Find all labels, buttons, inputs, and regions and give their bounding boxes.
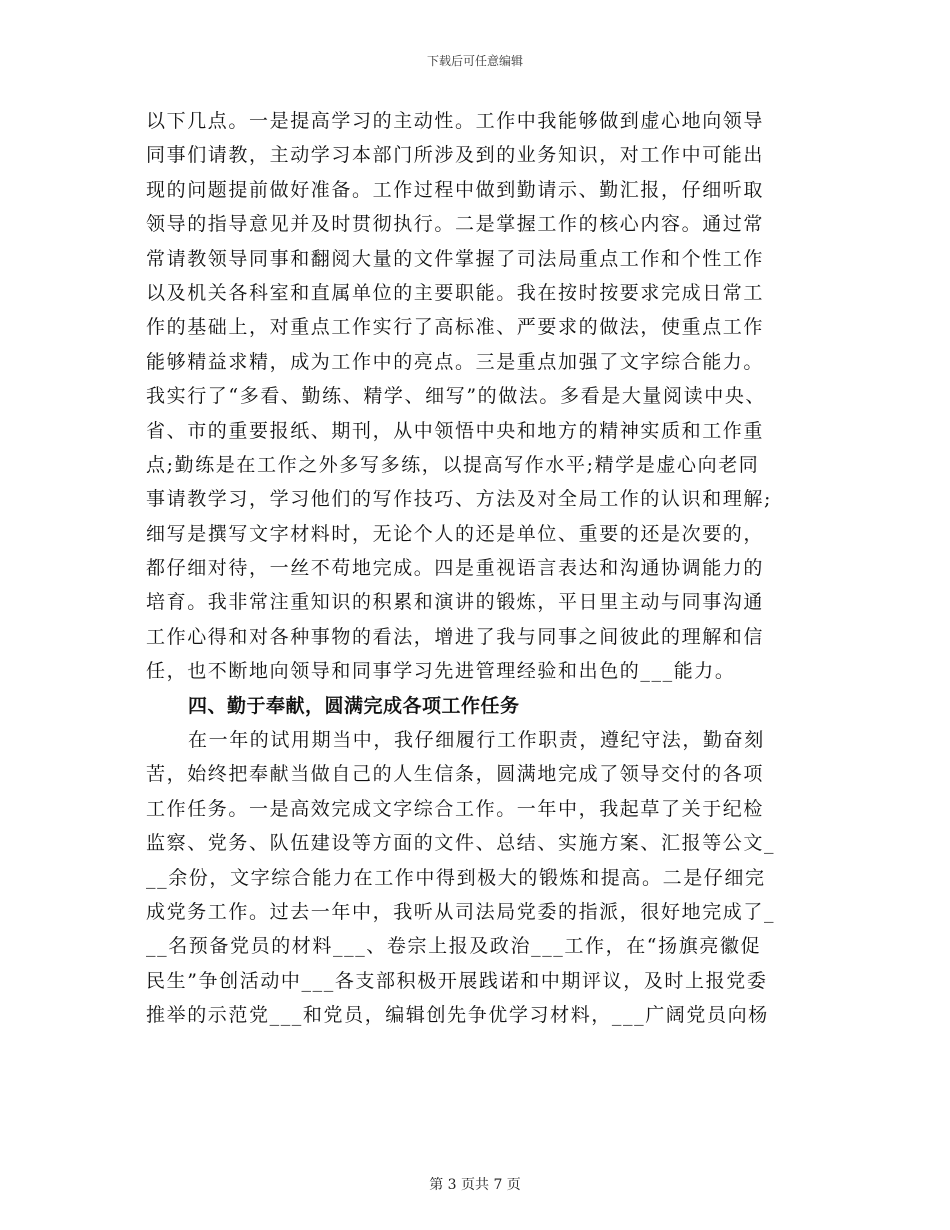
section-paragraph-line: 推举的示范党___和党员，编辑创先争优学习材料，___广阔党员向杨 — [146, 1004, 769, 1027]
paragraph-line: 现的问题提前做好准备。工作过程中做到勤请示、勤汇报，仔细听取 — [146, 178, 765, 201]
paragraph-line: 同事们请教，主动学习本部门所涉及到的业务知识，对工作中可能出 — [146, 144, 765, 167]
paragraph-line: 都仔细对待，一丝不苟地完成。四是重视语言表达和沟通协调能力的 — [146, 557, 765, 580]
page-footer: 第 3 页共 7 页 — [429, 1177, 521, 1193]
paragraph-line: 点;勤练是在工作之外多写多练，以提高写作水平;精学是虚心向老同 — [146, 453, 760, 476]
section-paragraph-line: 在一年的试用期当中，我仔细履行工作职责，遵纪守法，勤奋刻 — [188, 729, 765, 752]
paragraph-line: 省、市的重要报纸、期刊，从中领悟中央和地方的精神实质和工作重 — [146, 419, 765, 442]
paragraph-line: 培育。我非常注重知识的积累和演讲的锻炼，平日里主动与同事沟通 — [146, 591, 765, 614]
paragraph-line: 以下几点。一是提高学习的主动性。工作中我能够做到虚心地向领导 — [146, 110, 765, 132]
section-paragraph-line: __名预备党员的材料___、卷宗上报及政治___工作，在“扬旗亮徽促 — [146, 935, 762, 958]
section-paragraph-line: 成党务工作。过去一年中，我听从司法局党委的指派，很好地完成了_ — [146, 900, 776, 923]
paragraph-line: 细写是撰写文字材料时，无论个人的还是单位、重要的还是次要的， — [146, 522, 765, 545]
section-paragraph-line: 苦，始终把奉献当做自己的人生信条，圆满地完成了领导交付的各项 — [146, 763, 765, 786]
section-paragraph-line: __余份，文字综合能力在工作中得到极大的锻炼和提高。二是仔细完 — [146, 866, 766, 889]
paragraph-line: 作的基础上，对重点工作实行了高标准、严要求的做法，使重点工作 — [146, 316, 765, 339]
document-body — [146, 104, 816, 1033]
section-paragraph-line: 民生”争创活动中___各支部积极开展践诺和中期评议，及时上报党委 — [146, 969, 768, 992]
paragraph-line: 能够精益求精，成为工作中的亮点。三是重点加强了文字综合能力。 — [146, 350, 765, 373]
section-paragraph-line: 工作任务。一是高效完成文字综合工作。一年中，我起草了关于纪检 — [146, 797, 765, 820]
paragraph-line: 事请教学习，学习他们的写作技巧、方法及对全局工作的认识和理解; — [146, 488, 773, 511]
paragraph-line: 工作心得和对各种事物的看法，增进了我与同事之间彼此的理解和信 — [146, 625, 765, 648]
paragraph-line: 我实行了“多看、勤练、精学、细写”的做法。多看是大量阅读中央、 — [146, 385, 767, 408]
paragraph-line: 以及机关各科室和直属单位的主要职能。我在按时按要求完成日常工 — [146, 281, 765, 304]
section-paragraph-line: 监察、党务、队伍建设等方面的文件、总结、实施方案、汇报等公文_ — [146, 832, 776, 855]
page-header: 下载后可任意编辑 — [426, 54, 523, 68]
paragraph-line: 领导的指导意见并及时贯彻执行。二是掌握工作的核心内容。通过常 — [146, 213, 765, 236]
paragraph-line: 常请教领导同事和翻阅大量的文件掌握了司法局重点工作和个性工作 — [146, 247, 765, 270]
paragraph-line: 任，也不断地向领导和同事学习先进管理经验和出色的___能力。 — [146, 660, 736, 683]
section-heading: 四、勤于奉献，圆满完成各项工作任务 — [188, 694, 520, 717]
